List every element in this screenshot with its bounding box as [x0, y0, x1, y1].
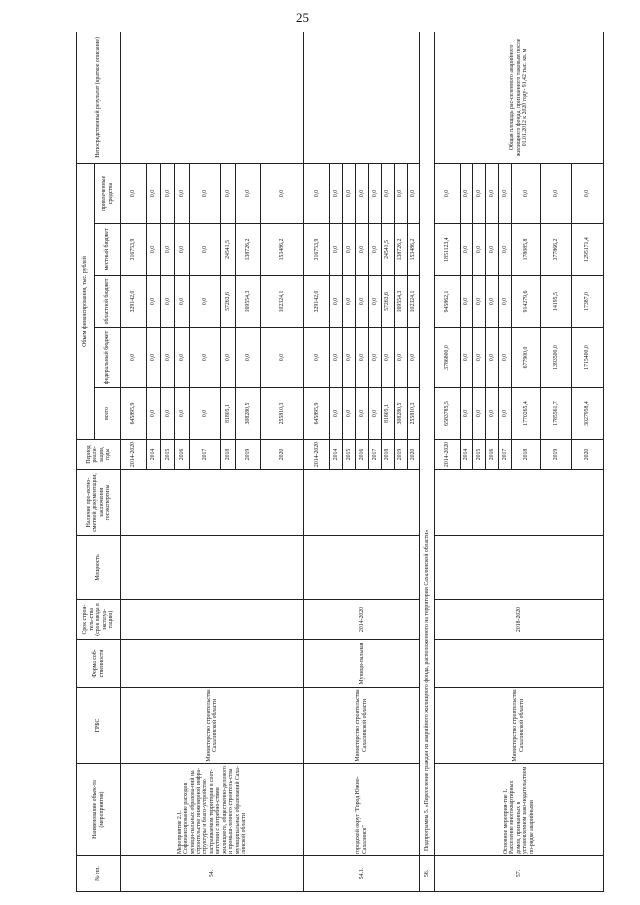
cell-federal: 0,0 — [394, 328, 407, 388]
cell-regional: 102324,1 — [407, 276, 420, 328]
cell-period: 2015 — [161, 440, 175, 470]
cell-federal: 0,0 — [343, 328, 356, 388]
cell-period: 2014 — [146, 440, 160, 470]
row-docs — [121, 470, 304, 536]
cell-federal: 0,0 — [368, 328, 381, 388]
cell-local: 0,0 — [473, 224, 486, 276]
table-row — [121, 32, 147, 892]
subprogram-title: Подпрограмма 5. «Переселение граждан из аварийного жилищного фонда, расположенного на территории Сахалинской области» — [420, 32, 434, 856]
cell-local: 138726,2 — [394, 224, 407, 276]
cell-total: 0,0 — [368, 388, 381, 440]
cell-total: 81805,1 — [381, 388, 394, 440]
subprogram-row — [420, 32, 434, 892]
cell-federal: 0,0 — [121, 328, 147, 388]
cell-total: 308280,5 — [394, 388, 407, 440]
cell-attracted: 0,0 — [146, 163, 160, 223]
cell-period: 2014 — [460, 440, 473, 470]
cell-attracted: 0,0 — [473, 163, 486, 223]
cell-attracted: 0,0 — [572, 163, 604, 223]
cell-period: 2018 — [221, 440, 235, 470]
cell-period: 2017 — [189, 440, 221, 470]
row-term: 2018-2020 — [434, 600, 603, 640]
cell-regional: 329142,0 — [304, 276, 330, 328]
cell-regional: 57263,6 — [381, 276, 394, 328]
rotated-sheet — [76, 32, 604, 892]
cell-regional: 169554,3 — [394, 276, 407, 328]
cell-local: 0,0 — [499, 224, 512, 276]
cell-total: 0,0 — [189, 388, 221, 440]
row-capacity — [121, 536, 304, 600]
cell-period: 2020 — [572, 440, 604, 470]
cell-total: 0,0 — [355, 388, 368, 440]
cell-attracted: 0,0 — [355, 163, 368, 223]
col-total: всего — [95, 388, 121, 440]
col-no: № пп. — [77, 856, 121, 892]
cell-total: 1770265,4 — [512, 388, 541, 440]
cell-total: 255810,3 — [407, 388, 420, 440]
cell-federal: 0,0 — [261, 328, 304, 388]
cell-period: 2019 — [394, 440, 407, 470]
cell-federal: 0,0 — [304, 328, 330, 388]
col-ownership: Форма соб-ственности — [77, 640, 121, 688]
row-name: городской округ "Город Южно-Сахалинск" — [304, 764, 420, 856]
cell-total: 645895,9 — [121, 388, 147, 440]
table-row — [304, 32, 330, 892]
cell-regional: 0,0 — [189, 276, 221, 328]
cell-total: 0,0 — [146, 388, 160, 440]
cell-regional: 0,0 — [161, 276, 175, 328]
cell-attracted: 0,0 — [175, 163, 189, 223]
cell-total: 1785561,7 — [540, 388, 572, 440]
cell-regional: 0,0 — [343, 276, 356, 328]
row-capacity — [434, 536, 603, 600]
cell-federal: 0,0 — [330, 328, 343, 388]
row-grbs: Министерство строительства Сахалинской области — [434, 688, 603, 764]
row-docs — [304, 470, 420, 536]
cell-attracted: 0,0 — [368, 163, 381, 223]
cell-attracted: 0,0 — [407, 163, 420, 223]
row-number: 54. — [121, 856, 304, 892]
col-regional: областной бюджет — [95, 276, 121, 328]
cell-regional: 0,0 — [499, 276, 512, 328]
cell-period: 2015 — [343, 440, 356, 470]
cell-attracted: 0,0 — [221, 163, 235, 223]
cell-regional: 329142,0 — [121, 276, 147, 328]
cell-federal: 0,0 — [473, 328, 486, 388]
cell-attracted: 0,0 — [330, 163, 343, 223]
cell-period: 2017 — [499, 440, 512, 470]
cell-attracted: 0,0 — [499, 163, 512, 223]
cell-local: 178085,8 — [512, 224, 541, 276]
cell-attracted: 0,0 — [261, 163, 304, 223]
cell-local: 0,0 — [368, 224, 381, 276]
cell-local: 153486,2 — [407, 224, 420, 276]
col-federal: федеральный бюджет — [95, 328, 121, 388]
cell-regional: 102324,1 — [261, 276, 304, 328]
col-funding-group: Объем финансирования, тыс. рублей — [77, 163, 95, 439]
cell-local: 0,0 — [189, 224, 221, 276]
col-grbs: ГРБС — [77, 688, 121, 764]
cell-regional: 0,0 — [368, 276, 381, 328]
cell-total: 645895,9 — [304, 388, 330, 440]
cell-federal: 0,0 — [460, 328, 473, 388]
cell-total: 0,0 — [486, 388, 499, 440]
cell-regional: 169554,3 — [235, 276, 261, 328]
cell-local: 0,0 — [146, 224, 160, 276]
cell-federal: 0,0 — [189, 328, 221, 388]
cell-total: 0,0 — [330, 388, 343, 440]
cell-attracted: 0,0 — [304, 163, 330, 223]
cell-total: 6583785,5 — [434, 388, 460, 440]
col-term: Срок строи-тель-ства (срок ввода в эксплуа-тацию) — [77, 600, 121, 640]
cell-local: 0,0 — [161, 224, 175, 276]
cell-regional: 0,0 — [175, 276, 189, 328]
cell-attracted: 0,0 — [486, 163, 499, 223]
cell-total: 0,0 — [460, 388, 473, 440]
cell-federal: 0,0 — [146, 328, 160, 388]
cell-local: 0,0 — [460, 224, 473, 276]
cell-regional: 914279,6 — [512, 276, 541, 328]
cell-attracted: 0,0 — [540, 163, 572, 223]
col-local: местный бюджет — [95, 224, 121, 276]
cell-total: 3027958,4 — [572, 388, 604, 440]
cell-local: 24541,5 — [381, 224, 394, 276]
cell-local: 316753,9 — [121, 224, 147, 276]
row-term — [121, 600, 304, 640]
cell-period: 2014-2020 — [304, 440, 330, 470]
cell-period: 2020 — [261, 440, 304, 470]
cell-total: 0,0 — [161, 388, 175, 440]
row-ownership: Муници-пальная — [304, 640, 420, 688]
cell-period: 2015 — [473, 440, 486, 470]
cell-local: 377866,2 — [540, 224, 572, 276]
table-row — [434, 32, 460, 892]
financing-table — [76, 32, 604, 892]
cell-local: 0,0 — [343, 224, 356, 276]
row-name: Основное мероприя-тие 1. Расселение многоквартирных домов, признанных в установленном зако-нодательством по-рядке аварийными — [434, 764, 603, 856]
cell-attracted: 0,0 — [434, 163, 460, 223]
cell-attracted: 0,0 — [235, 163, 261, 223]
cell-local: 0,0 — [175, 224, 189, 276]
cell-period: 2014-2020 — [121, 440, 147, 470]
cell-attracted: 0,0 — [512, 163, 541, 223]
cell-regional: 0,0 — [486, 276, 499, 328]
cell-period: 2014 — [330, 440, 343, 470]
cell-regional: 14195,5 — [540, 276, 572, 328]
cell-local: 24541,5 — [221, 224, 235, 276]
cell-local: 0,0 — [330, 224, 343, 276]
cell-federal: 1393500,0 — [540, 328, 572, 388]
row-result: Общая площадь рас-селенного аварийного жилищного фонда, признанного таковым после 01.01.2012 к 2020 году- 91,42 тыс. кв. м — [434, 32, 603, 163]
cell-local: 0,0 — [355, 224, 368, 276]
cell-period: 2020 — [407, 440, 420, 470]
cell-attracted: 0,0 — [460, 163, 473, 223]
row-number: 54.1. — [304, 856, 420, 892]
cell-federal: 0,0 — [407, 328, 420, 388]
cell-period: 2016 — [486, 440, 499, 470]
cell-period: 2019 — [235, 440, 261, 470]
row-ownership — [434, 640, 603, 688]
cell-regional: 0,0 — [146, 276, 160, 328]
cell-attracted: 0,0 — [343, 163, 356, 223]
cell-total: 81805,1 — [221, 388, 235, 440]
row-result — [121, 32, 304, 163]
cell-total: 0,0 — [473, 388, 486, 440]
cell-total: 308280,5 — [235, 388, 261, 440]
cell-attracted: 0,0 — [121, 163, 147, 223]
col-capacity: Мощность — [77, 536, 121, 600]
row-number: 56. — [420, 856, 434, 892]
cell-attracted: 0,0 — [161, 163, 175, 223]
cell-total: 0,0 — [343, 388, 356, 440]
cell-regional: 57263,6 — [221, 276, 235, 328]
row-result — [304, 32, 420, 163]
cell-period: 2019 — [540, 440, 572, 470]
cell-regional: 0,0 — [330, 276, 343, 328]
col-period: Период реали-зации, годы — [77, 440, 121, 470]
cell-federal: 0,0 — [221, 328, 235, 388]
cell-period: 2016 — [175, 440, 189, 470]
cell-period: 2014-2020 — [434, 440, 460, 470]
row-capacity — [304, 536, 420, 600]
cell-attracted: 0,0 — [381, 163, 394, 223]
cell-local: 316753,9 — [304, 224, 330, 276]
col-name: Наименование объек-та (мероприятия) — [77, 764, 121, 856]
cell-period: 2017 — [368, 440, 381, 470]
cell-federal: 1715400,0 — [572, 328, 604, 388]
col-result: Непосредственный результат (краткое описание) — [77, 32, 121, 163]
cell-federal: 677900,0 — [512, 328, 541, 388]
cell-regional: 17387,0 — [572, 276, 604, 328]
cell-federal: 0,0 — [175, 328, 189, 388]
cell-regional: 0,0 — [473, 276, 486, 328]
cell-local: 138726,2 — [235, 224, 261, 276]
cell-period: 2018 — [381, 440, 394, 470]
cell-total: 0,0 — [499, 388, 512, 440]
cell-federal: 0,0 — [235, 328, 261, 388]
cell-attracted: 0,0 — [394, 163, 407, 223]
cell-attracted: 0,0 — [189, 163, 221, 223]
row-grbs: Министерство строительства Сахалинской области — [304, 688, 420, 764]
cell-local: 1851123,4 — [434, 224, 460, 276]
cell-regional: 945862,1 — [434, 276, 460, 328]
row-ownership — [121, 640, 304, 688]
cell-regional: 0,0 — [355, 276, 368, 328]
cell-total: 255810,3 — [261, 388, 304, 440]
cell-federal: 0,0 — [486, 328, 499, 388]
cell-federal: 0,0 — [499, 328, 512, 388]
cell-federal: 0,0 — [381, 328, 394, 388]
row-number: 57. — [434, 856, 603, 892]
cell-local: 1295171,4 — [572, 224, 604, 276]
row-name: Мероприятие 2.1. Софинансирование расходов муници-пальных образова-ний на строительство инженерной инфра-структуры и благо-устройство застраиваемом территории в соот-ветствии с потребно-стями жилищного, общественно-делового и промыш-ленного строитель-ства муниципальных образований Саха-линской области — [121, 764, 304, 856]
cell-period: 2018 — [512, 440, 541, 470]
row-grbs: Министерство строительства Сахалинской области — [121, 688, 304, 764]
row-term: 2014-2020 — [304, 600, 420, 640]
cell-federal: 0,0 — [355, 328, 368, 388]
cell-period: 2016 — [355, 440, 368, 470]
row-docs — [434, 470, 603, 536]
col-docs: Наличие про-ектно-сметной документации, заключения госэкспертизы — [77, 470, 121, 536]
cell-local: 0,0 — [486, 224, 499, 276]
cell-local: 153486,2 — [261, 224, 304, 276]
cell-total: 0,0 — [175, 388, 189, 440]
cell-regional: 0,0 — [460, 276, 473, 328]
col-attracted: привлеченные средства — [95, 163, 121, 223]
cell-federal: 3786800,0 — [434, 328, 460, 388]
cell-federal: 0,0 — [161, 328, 175, 388]
page-number: 25 — [296, 10, 309, 25]
